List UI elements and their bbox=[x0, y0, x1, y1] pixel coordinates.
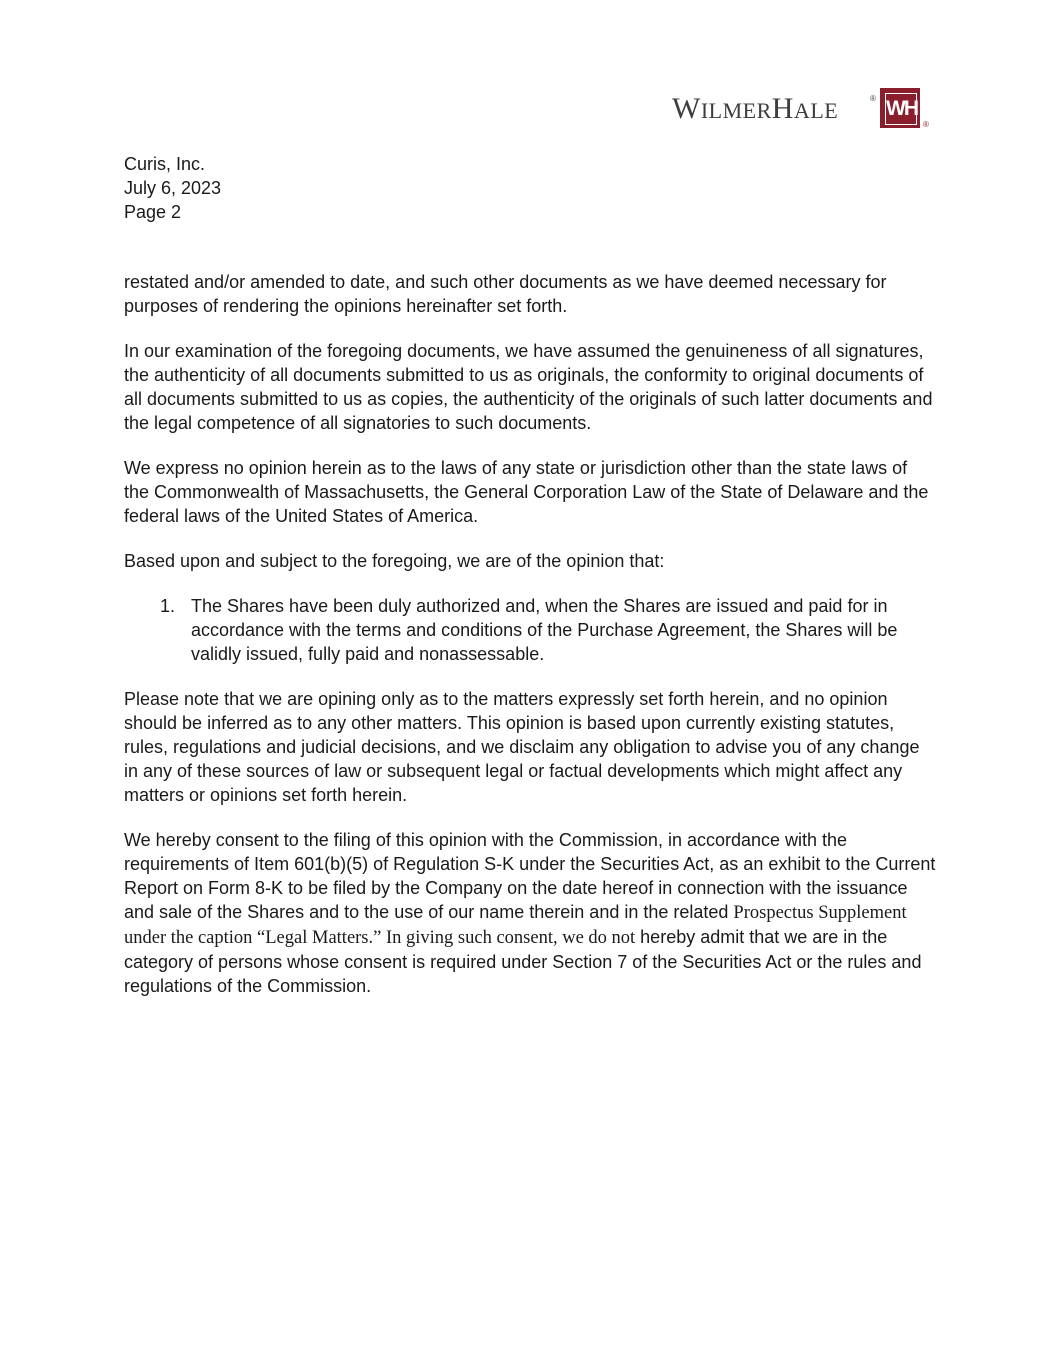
list-item-number: 1. bbox=[160, 596, 176, 616]
letter-date: July 6, 2023 bbox=[124, 178, 222, 198]
logo-wordmark: WILMERHALE bbox=[672, 92, 839, 125]
paragraph-examination: In our examination of the foregoing documents, we have assumed the genuineness of all signatures, the authenticity of all documents submitted to us as originals, the conformity to original documents of all documents submitted to us as copies, the authenticity of the originals of such latter documents and the legal competence of all signatories to such documents. bbox=[124, 341, 933, 433]
logo-monogram-registered-mark: ® bbox=[923, 120, 929, 129]
letter-header bbox=[124, 152, 221, 224]
letter-body bbox=[124, 270, 936, 1019]
page-number: Page 2 bbox=[124, 202, 182, 222]
logo-registered-mark: ® bbox=[870, 94, 876, 103]
consent-text-part1: We hereby consent to the filing of this opinion with the Commission, in accordance with the requirements of Item 601(b)(5) of Regulation S-K under the Securities Act, as an exhibit to the Current Report on Form 8-K to be filed by the Company on the date hereof in connection with the issuance and sale of the Shares and to the use of our name therein and in the related bbox=[124, 830, 936, 922]
paragraph-documents: restated and/or amended to date, and such other documents as we have deemed necessary for purposes of rendering the opinions hereinafter set forth. bbox=[124, 272, 887, 316]
paragraph-opinion-intro: Based upon and subject to the foregoing, we are of the opinion that: bbox=[124, 551, 665, 571]
opinion-list-item bbox=[124, 594, 936, 666]
paragraph-consent bbox=[124, 828, 936, 998]
paragraph-jurisdiction: We express no opinion herein as to the laws of any state or jurisdiction other than the state laws of the Commonwealth of Massachusetts, the General Corporation Law of the State of Delaware and the federal laws of the United States of America. bbox=[124, 458, 929, 526]
consent-text-part2: Prospectus Supplement under the caption “Legal Matters.” In giving such consent, we do not bbox=[124, 903, 907, 948]
wilmerhale-logo bbox=[672, 88, 934, 132]
list-item-text: The Shares have been duly authorized and, when the Shares are issued and paid for in accordance with the terms and conditions of the Purchase Agreement, the Shares will be validly issued, fully paid and nonassessable. bbox=[191, 596, 898, 664]
consent-text-part3: hereby admit that we are in the category of persons whose consent is required under Section 7 of the Securities Act or the rules and regulations of the Commission. bbox=[124, 927, 922, 996]
paragraph-limitations: Please note that we are opining only as to the matters expressly set forth herein, and no opinion should be inferred as to any other matters. This opinion is based upon currently existing statutes, rules, regulations and judicial decisions, and we disclaim any obligation to advise you of any change in any of these sources of law or subsequent legal or factual developments which might affect any matters or opinions set forth herein. bbox=[124, 689, 920, 805]
logo-monogram-icon: WH bbox=[880, 88, 920, 128]
recipient-name: Curis, Inc. bbox=[124, 154, 206, 174]
